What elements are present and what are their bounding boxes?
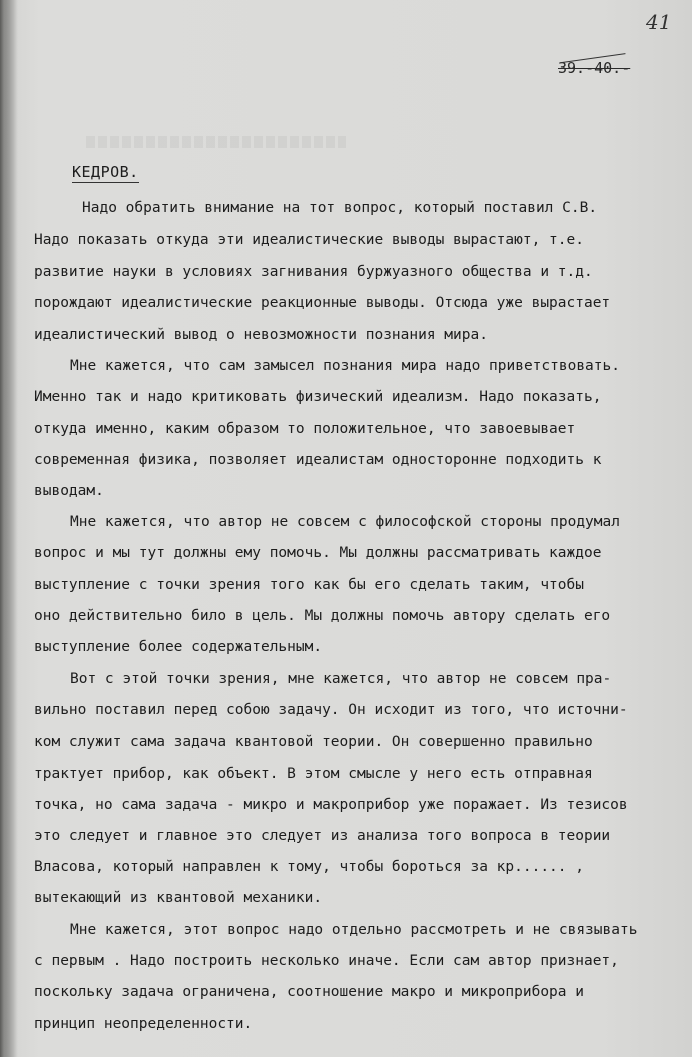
text-line: это следует и главное это следует из анализа того вопроса в теории	[34, 828, 611, 844]
speaker-name: КЕДРОВ.	[72, 163, 139, 181]
text-line: Мне кажется, что автор не совсем с философской стороны продумал	[70, 514, 620, 530]
text-line: современная физика, позволяет идеалистам односторонне подходить к	[34, 452, 602, 468]
text-line: Надо показать откуда эти идеалистические выводы вырастают, т.е.	[34, 232, 584, 248]
text-line: Мне кажется, этот вопрос надо отдельно рассмотреть и не связывать	[70, 922, 638, 938]
text-line: ком служит сама задача квантовой теории. Он совершенно правильно	[34, 734, 593, 750]
folio-number: 41	[646, 10, 672, 34]
text-line: вопрос и мы тут должны ему помочь. Мы должны рассматривать каждое	[34, 545, 602, 561]
text-line: Вот с этой точки зрения, мне кажется, что автор не совсем пра-	[70, 671, 612, 687]
text-line: Надо обратить внимание на тот вопрос, который поставил С.В.	[82, 200, 598, 216]
text-line: порождают идеалистические реакционные выводы. Отсюда уже вырастает	[34, 295, 611, 311]
text-line: откуда именно, каким образом то положительное, что завоевывает	[34, 421, 576, 437]
text-line: идеалистический вывод о невозможности познания мира.	[34, 327, 488, 343]
text-line: оно действительно било в цель. Мы должны помочь автору сделать его	[34, 608, 611, 624]
text-line: выступление с точки зрения того как бы его сделать таким, чтобы	[34, 577, 584, 593]
text-line: вытекающий из квантовой механики.	[34, 890, 323, 906]
text-line: Власова, который направлен к тому, чтобы бороться за кр...... ,	[34, 859, 584, 875]
faded-header-trace	[86, 136, 346, 148]
text-line: принцип неопределенности.	[34, 1016, 253, 1032]
text-line: точка, но сама задача - микро и макроприбор уже поражает. Из тезисов	[34, 797, 628, 813]
text-line: развитие науки в условиях загнивания буржуазного общества и т.д.	[34, 264, 593, 280]
text-line: выступление более содержательным.	[34, 639, 323, 655]
text-line: вильно поставил перед собою задачу. Он исходит из того, что источни-	[34, 702, 628, 718]
text-line: Именно так и надо критиковать физический идеализм. Надо показать,	[34, 389, 602, 405]
text-line: с первым . Надо построить несколько иначе. Если сам автор признает,	[34, 953, 619, 969]
text-line: поскольку задача ограничена, соотношение макро и микроприбора и	[34, 984, 584, 1000]
text-line: выводам.	[34, 483, 104, 499]
text-line: трактует прибор, как объект. В этом смысле у него есть отправная	[34, 766, 593, 782]
old-page-number-text: 39.-40.-	[558, 59, 631, 77]
text-line: Мне кажется, что сам замысел познания мира надо приветствовать.	[70, 358, 620, 374]
